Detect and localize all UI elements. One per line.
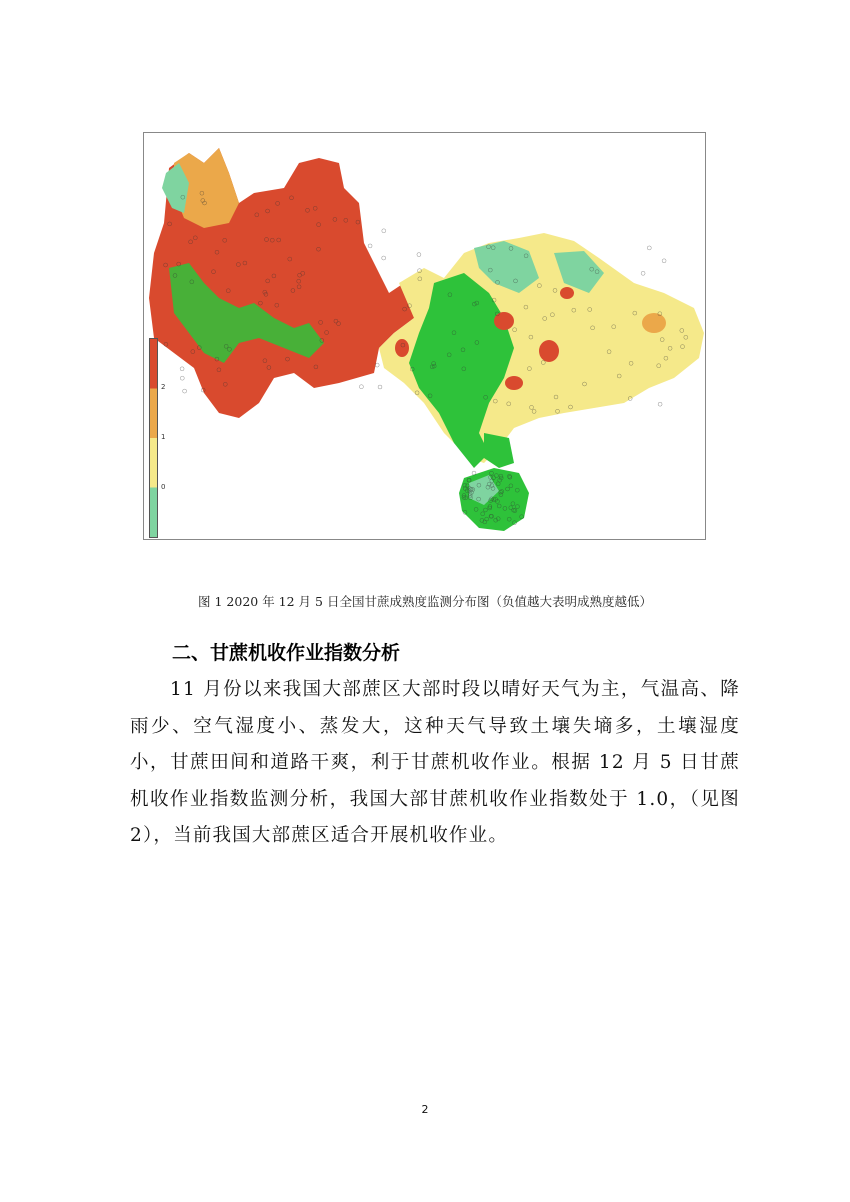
orange-patch-east <box>642 313 666 333</box>
maturity-map-figure <box>143 132 706 540</box>
station-marker <box>375 363 379 367</box>
legend-tick-2: 2 <box>161 383 166 391</box>
hotspot-2 <box>539 340 559 362</box>
station-marker <box>472 471 476 475</box>
station-marker <box>382 256 386 260</box>
station-marker <box>662 259 666 263</box>
station-marker <box>359 385 363 389</box>
station-marker <box>180 367 184 371</box>
section-heading: 二、甘蔗机收作业指数分析 <box>172 642 401 664</box>
station-marker <box>183 389 187 393</box>
legend-tick-1: 1 <box>161 433 166 441</box>
station-marker <box>658 402 662 406</box>
station-marker <box>417 253 421 257</box>
station-marker <box>382 229 386 233</box>
station-marker <box>641 271 645 275</box>
hotspot-5 <box>395 339 409 357</box>
hotspot-4 <box>560 287 574 299</box>
color-legend <box>149 338 158 538</box>
page-number: 2 <box>421 1103 429 1116</box>
station-marker <box>647 246 651 250</box>
station-marker <box>180 376 184 380</box>
legend-tick-0: 0 <box>161 483 166 491</box>
figure-caption: 图 1 2020 年 12 月 5 日全国甘蔗成熟度监测分布图（负值越大表明成熟度越低） <box>198 594 652 609</box>
hotspot-3 <box>505 376 523 390</box>
station-marker <box>378 385 382 389</box>
region-peninsula <box>484 433 514 468</box>
map-graphic <box>144 133 706 540</box>
station-marker <box>368 244 372 248</box>
body-paragraph: 11 月份以来我国大部蔗区大部时段以晴好天气为主，气温高、降雨少、空气湿度小、蒸发大，这种天气导致土壤失墒多，土壤湿度小，甘蔗田间和道路干爽，利于甘蔗机收作业。根据 12 月 5 日甘蔗机收作业指数监测分析，我国大部甘蔗机收作业指数处于 1.0，（见图 2），当前我国大部蔗区适合开展机收作业。 <box>130 679 740 846</box>
hotspot-1 <box>494 312 514 330</box>
